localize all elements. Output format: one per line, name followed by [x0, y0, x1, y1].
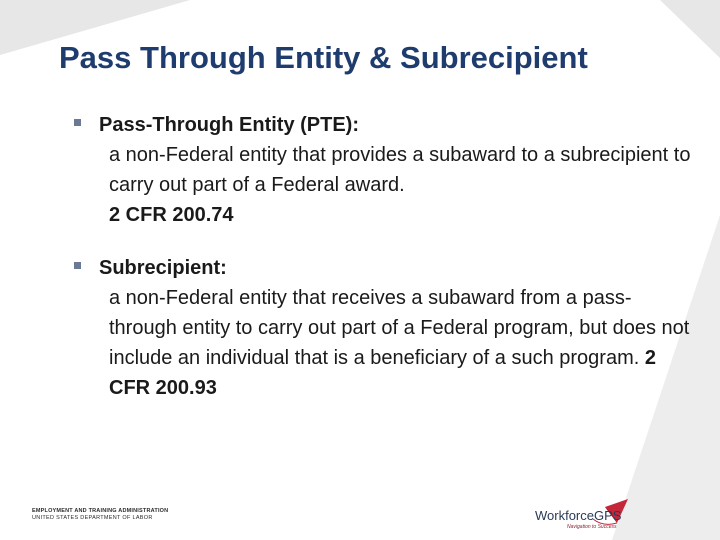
- workforcegps-wordmark: WorkforceGPS: [535, 508, 622, 523]
- workforcegps-tagline: Navigation to Success: [567, 524, 617, 530]
- bullet-square-icon: [74, 262, 81, 269]
- dol-eta-logo: [32, 508, 168, 522]
- dol-logo-line1: EMPLOYMENT AND TRAINING ADMINISTRATION: [32, 508, 169, 514]
- bullet-list: [72, 110, 692, 426]
- definition-text: a non-Federal entity that receives a subaward from a pass-through entity to carry out part of a Federal program, but does not include an individual that is a beneficiary of a such program.: [109, 287, 690, 369]
- workforcegps-logo: [533, 497, 633, 533]
- bullet-heading: Subrecipient:: [99, 257, 227, 279]
- bullet-subrecipient: [72, 253, 692, 403]
- cfr-citation: 2 CFR 200.93: [109, 347, 656, 399]
- slide-title: Pass Through Entity & Subrecipient: [59, 40, 588, 75]
- definition-text: a non-Federal entity that provides a subaward to a subrecipient to carry out part of a Federal award.: [109, 144, 691, 196]
- dol-logo-line2: UNITED STATES DEPARTMENT OF LABOR: [32, 515, 153, 521]
- bullet-square-icon: [74, 119, 81, 126]
- bullet-definition: [99, 283, 692, 403]
- bullet-pte: [72, 110, 692, 230]
- cfr-citation: 2 CFR 200.74: [109, 204, 234, 226]
- bullet-definition: [99, 140, 692, 230]
- bullet-heading: Pass-Through Entity (PTE):: [99, 114, 359, 136]
- top-right-corner-shape: [660, 0, 720, 58]
